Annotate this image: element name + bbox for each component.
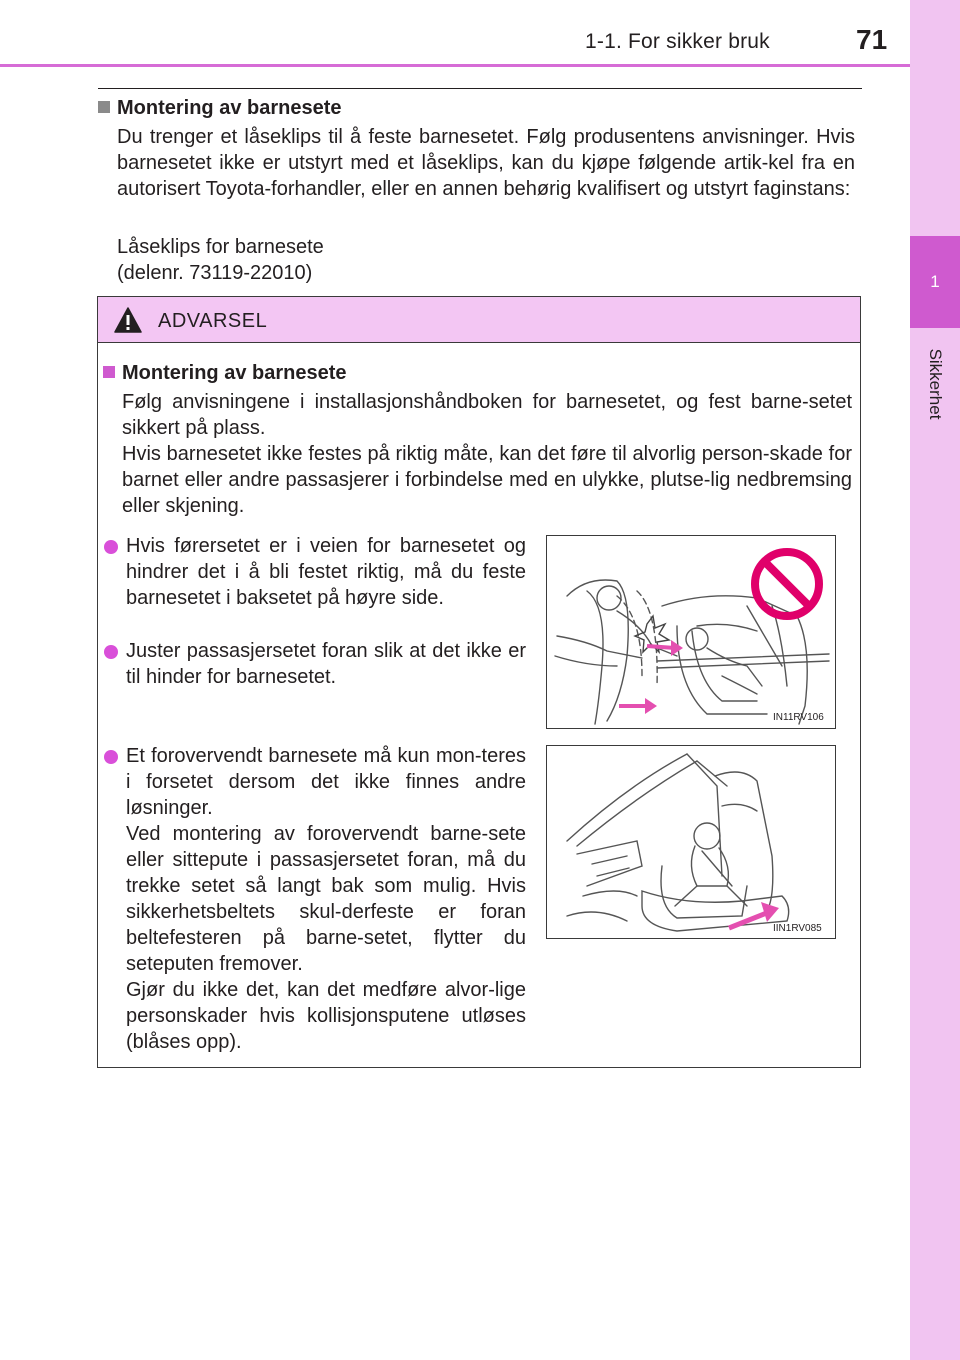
- warning-title: ADVARSEL: [158, 310, 268, 332]
- warning-heading: [103, 360, 347, 386]
- chapter-number: 1: [930, 272, 940, 291]
- bullet-dot-icon: [104, 645, 118, 659]
- heading-square-icon: [98, 101, 110, 113]
- warning-paragraph: Hvis barnesetet ikke festes på riktig måte, kan det føre til alvorlig person-skade for barnet eller andre passasjerer i forbindelse med en ulykke, plutse-lig nedbremsing eller skjening.: [122, 443, 852, 517]
- chapter-side-tab: [910, 0, 960, 1360]
- front-seat-illustration: [547, 746, 835, 938]
- part-number: (delenr. 73119-22010): [117, 262, 313, 284]
- rear-seat-illustration: [547, 536, 835, 728]
- figure-code: IN11RV106: [773, 712, 824, 723]
- warning-triangle-icon: [114, 307, 142, 333]
- figure-code: IIN1RV085: [773, 923, 822, 934]
- bullet-text: Et forovervendt barnesete må kun mon-teres i forsetet dersom det ikke finnes andre løsninger.: [126, 745, 526, 819]
- figure-rear-seat-install: [546, 535, 836, 729]
- bullet-text: Juster passasjersetet foran slik at det ikke er til hinder for barnesetet.: [126, 640, 526, 688]
- bullet-text-group: [126, 743, 526, 1055]
- heading-square-icon: [103, 366, 115, 378]
- page-number: 71: [856, 24, 888, 55]
- warning-box: [97, 296, 861, 1068]
- warning-heading-text: Montering av barnesete: [122, 362, 347, 384]
- section-heading: [98, 95, 342, 121]
- section-body: Du trenger et låseklips til å feste barnesetet. Følg produsentens anvisninger. Hvis barnesetet ikke er utstyrt med et låseklips, kan du kjøpe følgende artik-kel fra en autorisert Toyota-forhandler, eller en annen behørig kvalifisert og utstyrt faginstans:: [117, 126, 855, 200]
- bullet-text: Hvis førersetet er i veien for barnesetet og hindrer det i å bli festet riktig, må du feste barnesetet i baksetet på høyre side.: [126, 535, 526, 609]
- section-title: 1-1. For sikker bruk: [585, 30, 770, 53]
- bullet-dot-icon: [104, 750, 118, 764]
- bullet-text: Gjør du ikke det, kan det medføre alvor-lige personskader hvis kollisjonsputene utløses (blåses opp).: [126, 979, 526, 1053]
- part-label: Låseklips for barnesete: [117, 236, 324, 258]
- warning-body: [122, 389, 852, 519]
- warning-paragraph: Følg anvisningene i installasjonshåndboken for barnesetet, og fest barne-setet sikkert på plass.: [122, 391, 852, 439]
- prohibited-sign-icon: [755, 552, 819, 616]
- section-heading-text: Montering av barnesete: [117, 97, 342, 119]
- chapter-label: Sikkerhet: [926, 348, 945, 420]
- figure-front-seat-install: [546, 745, 836, 939]
- warning-header: [98, 297, 860, 343]
- content-rule: [98, 88, 862, 89]
- bullet-dot-icon: [104, 540, 118, 554]
- bullet-text: Ved montering av forovervendt barne-sete eller sittepute i passasjersetet foran, må du trekke setet så langt bak som mulig. Hvis sikkerhetsbeltets skul-derfeste er foran beltefesteren på barne-setet, flytter du seteputen fremover.: [126, 823, 526, 975]
- header-rule: [0, 64, 910, 67]
